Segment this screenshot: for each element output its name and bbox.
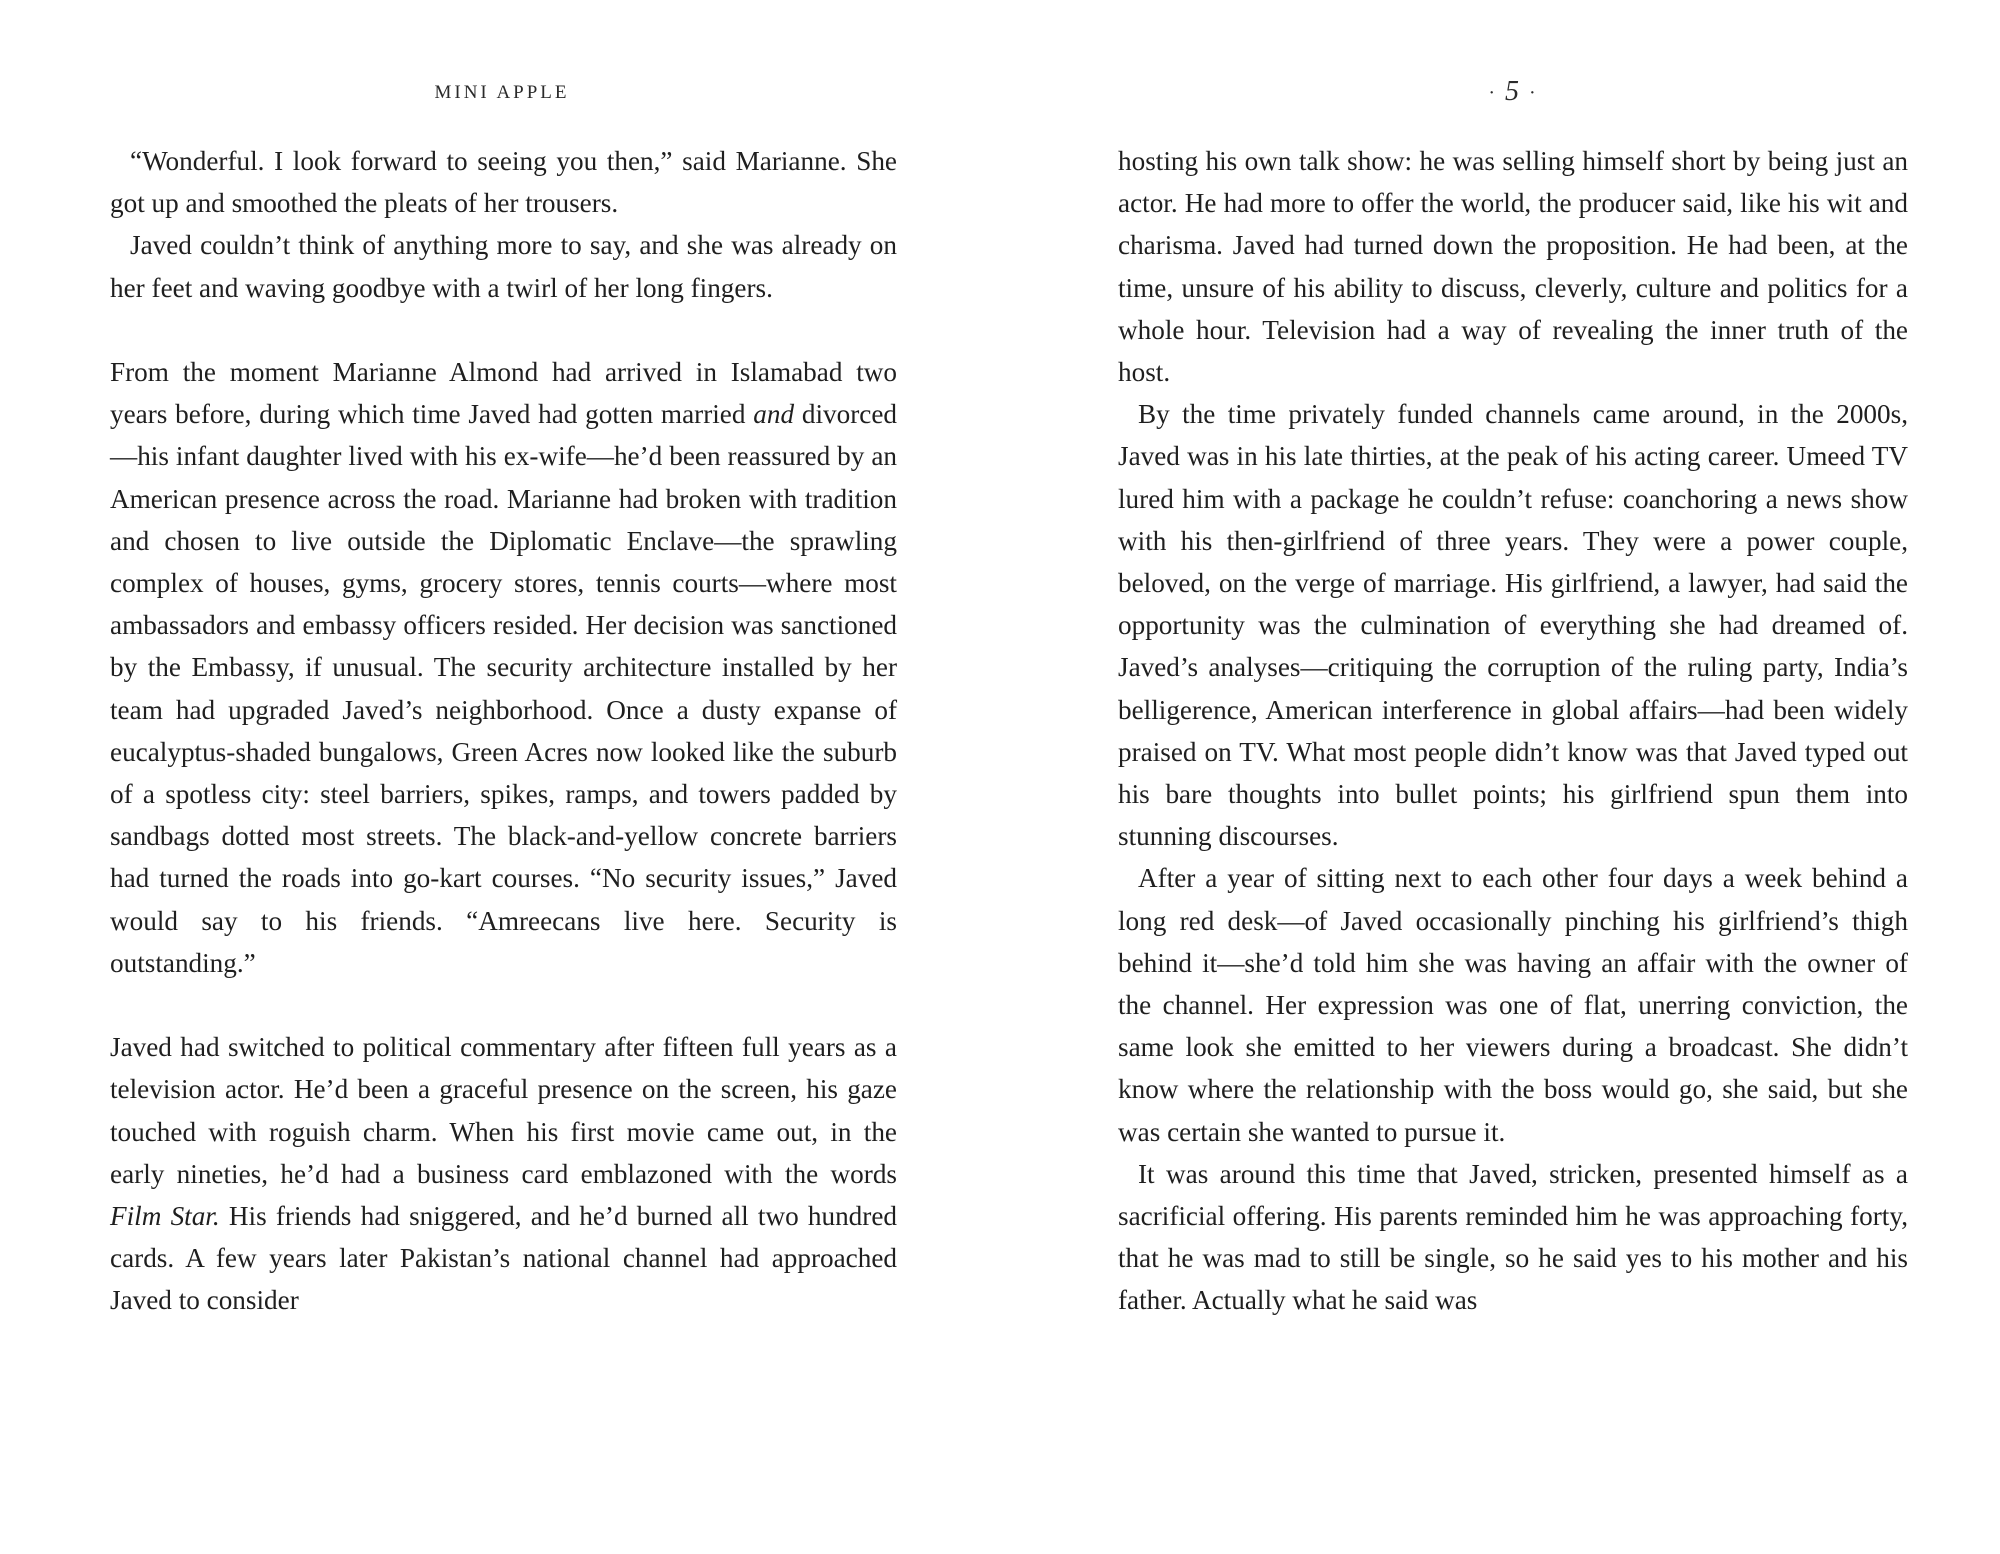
running-head: MINI APPLE (434, 82, 570, 103)
paragraph-section-start (110, 1026, 897, 1321)
left-page-body (110, 140, 897, 1322)
right-page-body (1118, 140, 1908, 1322)
italic-emphasis: and (753, 399, 795, 430)
paragraph: By the time privately funded channels came around, in the 2000s, Javed was in his late thirties, at the peak of his acting career. Umeed TV lured him with a package he couldn’t refuse: coanchoring a news show with his then-girlfriend of three years. They were a power couple, beloved, on the verge of marriage. His girlfriend, a lawyer, had said the opportunity was the culmination of everything she had dreamed of. Javed’s analyses—critiquing the corruption of the ruling party, India’s belligerence, American interference in global affairs—had been widely praised on TV. What most people didn’t know was that Javed typed out his bare thoughts into bullet points; his girlfriend spun them into stunning discourses. (1118, 399, 1908, 852)
paragraph: “Wonderful. I look forward to seeing you then,” said Marianne. She got up and smoothed the pleats of her trousers. (110, 146, 897, 219)
text-run: Javed had switched to political commentary after fifteen full years as a television actor. He’d been a graceful presence on the screen, his gaze touched with roguish charm. When his first movie came out, in the early nineties, he’d had a business card emblazoned with the words (110, 1032, 897, 1189)
text-run: His friends had sniggered, and he’d burned all two hundred cards. A few years later Pakistan’s national channel had approached Javed to consider (110, 1201, 897, 1316)
paragraph-section-start (110, 351, 897, 984)
paragraph: After a year of sitting next to each other four days a week behind a long red desk—of Javed occasionally pinching his girlfriend’s thigh behind it—she’d told him she was having an affair with the owner of the channel. Her expression was one of flat, unerring conviction, the same look she emitted to her viewers during a broadcast. She didn’t know where the relationship with the boss would go, she said, but she was certain she wanted to pursue it. (1118, 863, 1908, 1147)
page-number-dot: · (1488, 82, 1495, 105)
paragraph: It was around this time that Javed, stricken, presented himself as a sacrificial offering. His parents reminded him he was approaching forty, that he was mad to still be single, so he said yes to his mother and his father. Actually what he said was (1118, 1158, 1908, 1316)
paragraph: Javed couldn’t think of anything more to say, and she was already on her feet and waving goodbye with a twirl of her long fingers. (110, 230, 897, 303)
page-number-value: 5 (1505, 76, 1519, 107)
page-number (1120, 76, 1904, 108)
italic-emphasis: Film Star. (110, 1201, 220, 1232)
right-page (1000, 0, 2000, 1554)
text-run: divorced—his infant daughter lived with his ex-wife—he’d been reassured by an American presence across the road. Marianne had broken with tradition and chosen to live outside the Diplomatic Enclave—the sprawling complex of houses, gyms, grocery stores, tennis courts—where most ambassadors and embassy officers resided. Her decision was sanctioned by the Embassy, if unusual. The security architecture installed by her team had upgraded Javed’s neighborhood. Once a dusty expanse of eucalyptus-shaded bungalows, Green Acres now looked like the suburb of a spotless city: steel barriers, spikes, ramps, and towers padded by sandbags dotted most streets. The black-and-yellow concrete barriers had turned the roads into go-kart courses. “No security issues,” Javed would say to his friends. “Amreecans live here. Security is outstanding.” (110, 399, 897, 978)
text-run: From the moment Marianne Almond had arrived in Islamabad two years before, during which time Javed had gotten married (110, 357, 897, 430)
paragraph-continued: hosting his own talk show: he was selling himself short by being just an actor. He had more to offer the world, the producer said, like his wit and charisma. Javed had turned down the proposition. He had been, at the time, unsure of his ability to discuss, cleverly, culture and politics for a whole hour. Television had a way of revealing the inner truth of the host. (1118, 146, 1908, 388)
page-number-dot: · (1529, 82, 1536, 105)
